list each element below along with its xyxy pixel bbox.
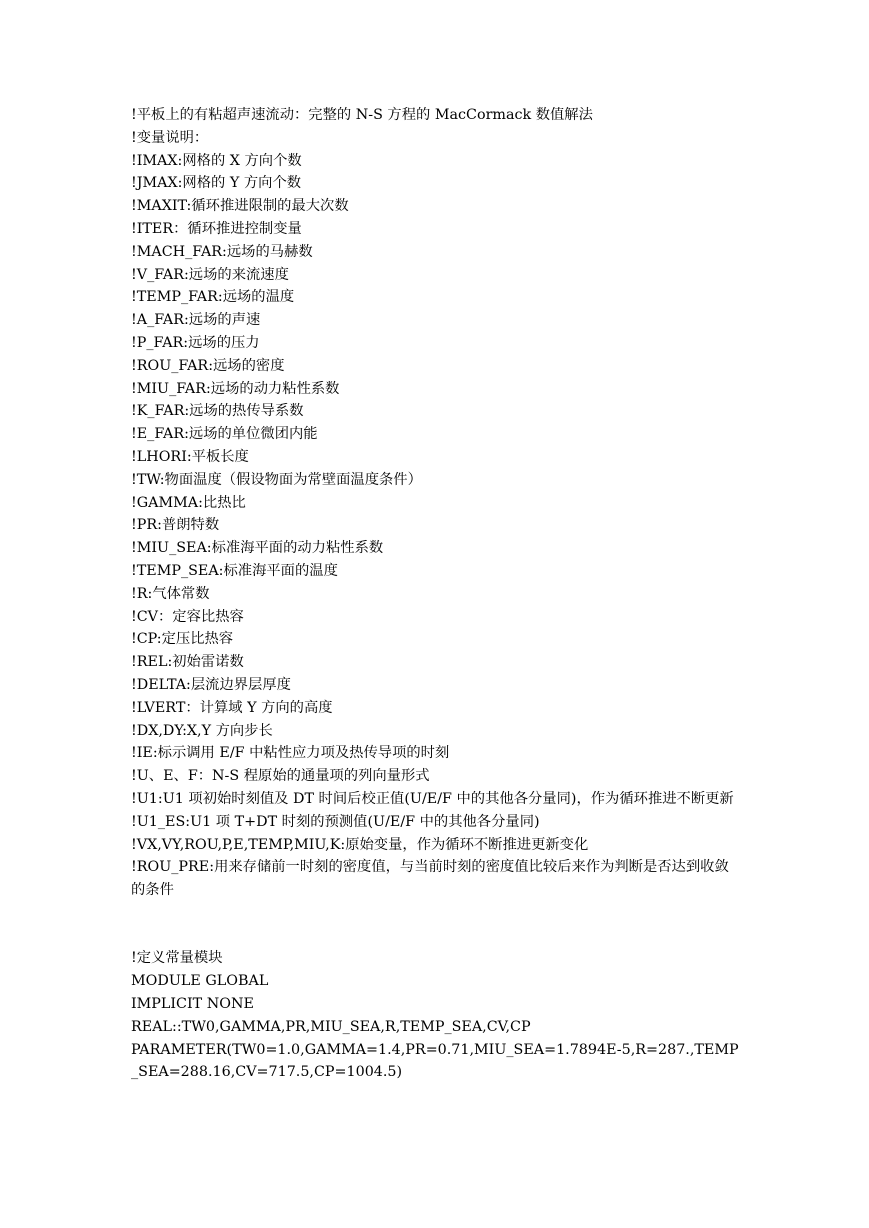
comment-line: !V_FAR:远场的来流速度 [131, 266, 289, 283]
comment-line: !U1:U1 项初始时刻值及 DT 时间后校正值(U/E/F 中的其他各分量同)，作为循环推进不断更新 [131, 790, 734, 807]
comment-line: !CP:定压比热容 [131, 631, 234, 648]
comment-line: !PR:普朗特数 [131, 517, 220, 534]
comment-line: !DELTA:层流边界层厚度 [131, 676, 291, 693]
comment-line: !TW:物面温度（假设物面为常壁面温度条件） [131, 471, 422, 488]
blank-gap [131, 902, 743, 948]
comment-line: !P_FAR:远场的压力 [131, 334, 260, 351]
comment-line: !CV：定容比热容 [131, 608, 244, 625]
comment-line: !ROU_PRE:用来存储前一时刻的密度值，与当前时刻的密度值比较后来作为判断是否达到收敛的条件 [131, 859, 729, 899]
document-body [131, 104, 743, 1084]
comment-line: !ITER：循环推进控制变量 [131, 220, 302, 237]
comment-line: !A_FAR:远场的声速 [131, 312, 261, 329]
comment-line: !GAMMA:比热比 [131, 494, 246, 511]
comment-line: !VX,VY,ROU,P,E,TEMP,MIU,K:原始变量，作为循环不断推进更新变化 [131, 836, 589, 853]
comment-line: !REL:初始雷诺数 [131, 654, 244, 671]
comment-line: !R:气体常数 [131, 585, 210, 602]
comment-line: !MIU_SEA:标准海平面的动力粘性系数 [131, 540, 384, 557]
comment-line: !LHORI:平板长度 [131, 448, 249, 465]
code-line: REAL::TW0,GAMMA,PR,MIU_SEA,R,TEMP_SEA,CV,CP [131, 1018, 531, 1035]
comment-line: !U1_ES:U1 项 T+DT 时刻的预测值(U/E/F 中的其他各分量同) [131, 813, 540, 830]
comment-line: !JMAX:网格的 Y 方向个数 [131, 175, 302, 192]
comment-line: !LVERT：计算域 Y 方向的高度 [131, 699, 333, 716]
comment-line: !MIU_FAR:远场的动力粘性系数 [131, 380, 340, 397]
comment-line: !U、E、F：N-S 程原始的通量项的列向量形式 [131, 768, 430, 785]
comment-line: !MAXIT:循环推进限制的最大次数 [131, 198, 349, 215]
comment-line: !MACH_FAR:远场的马赫数 [131, 243, 313, 260]
code-line: MODULE GLOBAL [131, 973, 269, 990]
constants-module-block [131, 947, 743, 1084]
comment-line: !TEMP_SEA:标准海平面的温度 [131, 562, 338, 579]
comment-line: !DX,DY:X,Y 方向步长 [131, 722, 273, 739]
comment-line: !E_FAR:远场的单位微团内能 [131, 426, 318, 443]
code-line: PARAMETER(TW0=1.0,GAMMA=1.4,PR=0.71,MIU_SEA=1.7894E-5,R=287.,TEMP_SEA=288.16,CV=717.5,CP=1004.5) [131, 1041, 739, 1081]
comment-line: !平板上的有粘超声速流动：完整的 N-S 方程的 MacCormack 数值解法 [131, 107, 593, 123]
comment-line: !IMAX:网格的 X 方向个数 [131, 152, 302, 169]
code-line: IMPLICIT NONE [131, 996, 254, 1013]
comment-line: !K_FAR:远场的热传导系数 [131, 403, 304, 420]
comment-line: !变量说明： [131, 129, 209, 146]
variable-description-block [131, 104, 743, 902]
comment-line: !ROU_FAR:远场的密度 [131, 357, 285, 374]
code-line: !定义常量模块 [131, 950, 223, 967]
comment-line: !IE:标示调用 E/F 中粘性应力项及热传导项的时刻 [131, 745, 450, 762]
comment-line: !TEMP_FAR:远场的温度 [131, 289, 295, 306]
